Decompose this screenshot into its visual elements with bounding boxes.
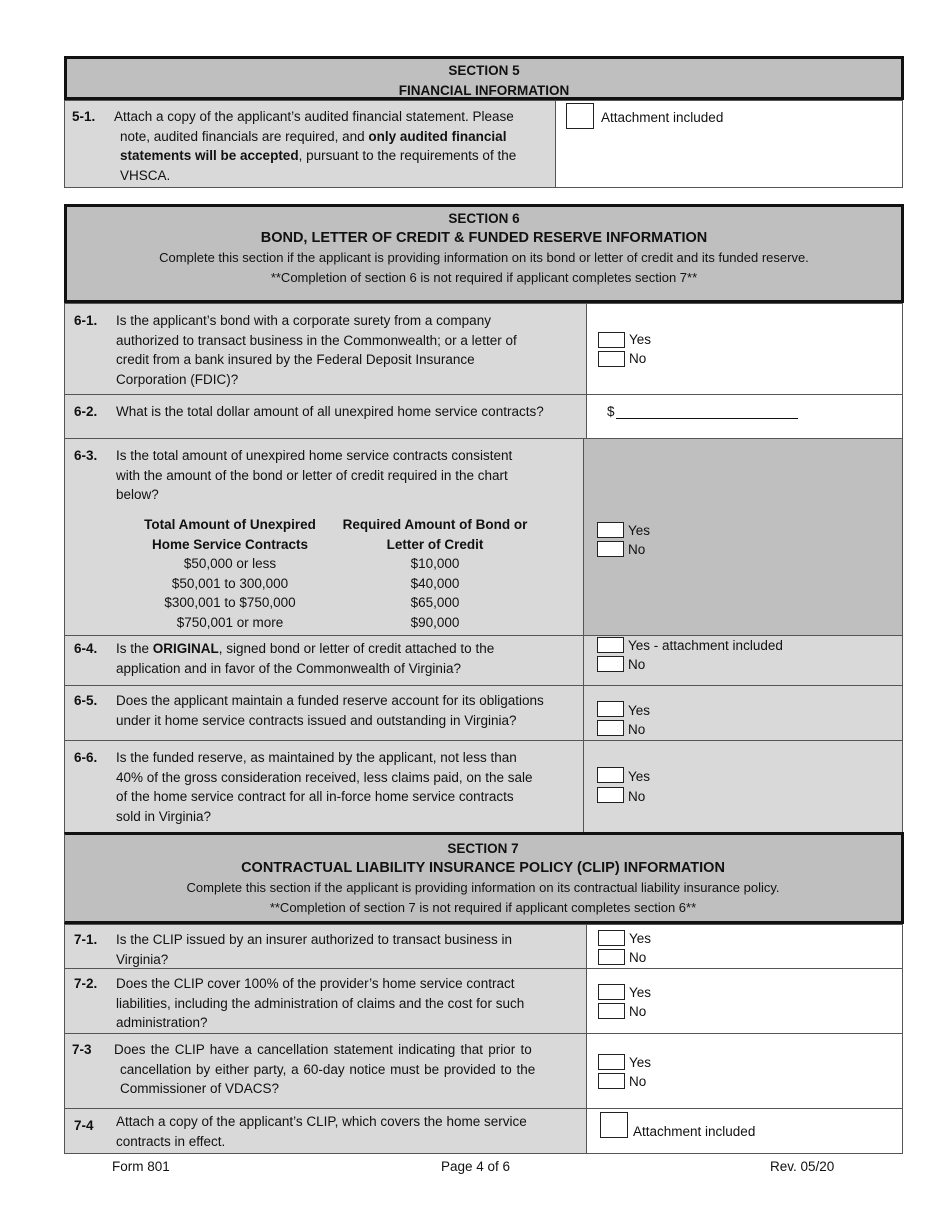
q7-1-yes-checkbox[interactable] xyxy=(598,930,625,946)
q6-1-number: 6-1. xyxy=(74,313,98,328)
q7-3-text xyxy=(114,1040,576,1099)
q6-1-no-label: No xyxy=(629,351,647,366)
q5-1-text xyxy=(114,107,550,185)
q6-5-line: under it home service contracts issued and outstanding in Virginia? xyxy=(116,712,517,728)
q6-3-chart-header: Home Service Contracts xyxy=(151,536,309,552)
q7-4-line: Attach a copy of the applicant’s CLIP, which covers the home service xyxy=(116,1114,527,1129)
q7-3-number: 7-3 xyxy=(72,1042,92,1057)
q6-4-yes-checkbox[interactable] xyxy=(597,637,624,653)
q6-3-line: Is the total amount of unexpired home service contracts consistent xyxy=(116,448,513,463)
q7-3-no-label: No xyxy=(629,1074,647,1089)
q6-3-no-checkbox[interactable] xyxy=(597,541,624,557)
q7-1-no-label: No xyxy=(629,950,647,965)
q6-6-no-label: No xyxy=(628,789,646,804)
q6-5-number: 6-5. xyxy=(74,693,98,708)
q6-6-yes-label: Yes xyxy=(628,769,651,784)
q6-2-text: What is the total dollar amount of all unexpired home service contracts? xyxy=(116,404,544,419)
section6-description: Complete this section if the applicant is providing information on its bond or letter of credit and its funded reserve. xyxy=(159,250,809,265)
q6-6-no-checkbox[interactable] xyxy=(597,787,624,803)
q6-4-text-bold: ORIGINAL xyxy=(152,641,219,656)
q6-6-line: sold in Virginia? xyxy=(116,808,212,824)
q7-4-attachment-label: Attachment included xyxy=(633,1124,756,1139)
q6-4-text-plain: , signed bond or letter of credit attached to the xyxy=(218,641,495,656)
q5-1-text-plain: , pursuant to the requirements of the xyxy=(298,148,517,163)
q6-4-no-label: No xyxy=(628,657,646,672)
footer-revision: Rev. 05/20 xyxy=(770,1159,835,1174)
q6-3-chart-col-contracts xyxy=(120,515,340,632)
q6-4-text-plain: Is the xyxy=(116,641,153,656)
q6-3-number: 6-3. xyxy=(74,448,98,463)
q7-2-text xyxy=(116,974,582,1033)
q7-1-line: Virginia? xyxy=(116,951,169,967)
q7-2-no-checkbox[interactable] xyxy=(598,1003,625,1019)
q6-3-line: with the amount of the bond or letter of credit required in the chart xyxy=(116,467,508,483)
q6-5-yes-checkbox[interactable] xyxy=(597,701,624,717)
q7-2-line: liabilities, including the administration of claims and the cost for such xyxy=(116,995,525,1011)
q6-3-chart-cell: $50,001 to 300,000 xyxy=(171,575,289,591)
section7-title: SECTION 7 xyxy=(447,841,519,856)
q6-3-chart-cell: $40,000 xyxy=(410,575,460,591)
q6-5-text xyxy=(116,691,578,730)
q5-1-number: 5-1. xyxy=(72,109,96,124)
q5-1-text-bold: only audited financial xyxy=(368,128,507,144)
q6-4-line: application and in favor of the Commonwealth of Virginia? xyxy=(116,660,461,676)
q6-4-no-checkbox[interactable] xyxy=(597,656,624,672)
q6-1-line: Is the applicant’s bond with a corporate surety from a company xyxy=(116,313,491,328)
q6-1-line: authorized to transact business in the Commonwealth; or a letter of xyxy=(116,332,517,348)
section7-note: **Completion of section 7 is not required if applicant completes section 6** xyxy=(269,899,697,915)
q6-3-chart-col-required xyxy=(324,515,546,632)
q7-2-yes-label: Yes xyxy=(629,985,652,1000)
q6-1-text xyxy=(116,311,576,389)
q6-1-no-checkbox[interactable] xyxy=(598,351,625,367)
section6-title: SECTION 6 xyxy=(448,211,520,226)
q6-3-text xyxy=(116,446,576,505)
q5-1-text-bold: statements will be accepted xyxy=(120,148,299,163)
q7-4-number: 7-4 xyxy=(74,1118,94,1133)
q5-1-line xyxy=(114,127,550,147)
q7-2-line: administration? xyxy=(116,1015,208,1030)
q7-3-line: Commissioner of VDACS? xyxy=(120,1081,280,1096)
q7-4-line: contracts in effect. xyxy=(116,1133,226,1149)
q6-3-chart-cell: $90,000 xyxy=(410,614,460,630)
q7-1-yes-label: Yes xyxy=(629,931,652,946)
q7-2-line: Does the CLIP cover 100% of the provider’s home service contract xyxy=(116,976,515,991)
q6-5-yes-label: Yes xyxy=(628,703,651,718)
q6-3-chart-header: Total Amount of Unexpired xyxy=(144,517,316,532)
q6-2-number: 6-2. xyxy=(74,404,98,419)
section6-note: **Completion of section 6 is not required if applicant completes section 7** xyxy=(270,269,698,285)
q5-1-line xyxy=(114,146,550,166)
section6-subtitle: BOND, LETTER OF CREDIT & FUNDED RESERVE INFORMATION xyxy=(260,229,708,246)
section5-subtitle: FINANCIAL INFORMATION xyxy=(398,82,570,98)
q7-3-yes-label: Yes xyxy=(629,1055,652,1070)
section5-title: SECTION 5 xyxy=(448,63,520,78)
q6-2-amount-input[interactable] xyxy=(616,405,798,419)
q6-6-yes-checkbox[interactable] xyxy=(597,767,624,783)
q6-6-line: Is the funded reserve, as maintained by the applicant, not less than xyxy=(116,750,517,765)
q6-3-yes-label: Yes xyxy=(628,523,651,538)
footer-page-number: Page 4 of 6 xyxy=(441,1159,511,1174)
q5-1-text-plain: note, audited financials are required, and xyxy=(120,128,369,144)
q6-6-number: 6-6. xyxy=(74,750,98,765)
q7-3-no-checkbox[interactable] xyxy=(598,1073,625,1089)
q6-5-no-checkbox[interactable] xyxy=(597,720,624,736)
q6-6-line: of the home service contract for all in-force home service contracts xyxy=(116,789,514,804)
q6-3-chart-cell: $65,000 xyxy=(410,595,460,610)
q6-3-chart-cell: $750,001 or more xyxy=(176,614,284,630)
q6-3-chart-cell: $10,000 xyxy=(410,556,460,571)
q5-1-line: Attach a copy of the applicant’s audited financial statement. Please xyxy=(114,109,514,124)
q6-3-no-label: No xyxy=(628,542,646,557)
q6-3-chart-cell: $300,001 to $750,000 xyxy=(164,595,296,610)
q6-5-line: Does the applicant maintain a funded reserve account for its obligations xyxy=(116,693,544,708)
q6-6-line: 40% of the gross consideration received, less claims paid, on the sale xyxy=(116,769,533,785)
q7-1-text xyxy=(116,930,578,969)
q5-1-attachment-label: Attachment included xyxy=(601,110,724,125)
q6-1-line: credit from a bank insured by the Federal Deposit Insurance xyxy=(116,352,475,367)
q7-3-yes-checkbox[interactable] xyxy=(598,1054,625,1070)
q7-1-number: 7-1. xyxy=(74,932,98,947)
q6-3-line: below? xyxy=(116,487,159,502)
q6-4-line xyxy=(116,639,576,659)
q5-1-attachment-checkbox[interactable] xyxy=(566,103,594,129)
section7-header xyxy=(64,832,904,924)
footer-form-number: Form 801 xyxy=(112,1159,170,1174)
section7-description: Complete this section if the applicant is providing information on its contractual liability insurance policy. xyxy=(186,880,780,895)
q6-1-line: Corporation (FDIC)? xyxy=(116,371,239,387)
q6-5-no-label: No xyxy=(628,722,646,737)
q7-2-no-label: No xyxy=(629,1004,647,1019)
q6-3-chart-header: Required Amount of Bond or xyxy=(342,517,528,532)
q6-1-yes-checkbox[interactable] xyxy=(598,332,625,348)
q5-1-line: VHSCA. xyxy=(120,167,171,183)
section7-subtitle: CONTRACTUAL LIABILITY INSURANCE POLICY (CLIP) INFORMATION xyxy=(241,859,725,876)
q7-3-line: Does the CLIP have a cancellation statement indicating that prior to xyxy=(114,1042,532,1057)
q7-1-line: Is the CLIP issued by an insurer authorized to transact business in xyxy=(116,932,512,947)
q6-6-text xyxy=(116,748,578,826)
q7-3-line: cancellation by either party, a 60-day notice must be provided to the xyxy=(120,1061,536,1077)
q6-4-number: 6-4. xyxy=(74,641,98,656)
q6-3-chart-cell: $50,000 or less xyxy=(183,556,277,571)
section5-header xyxy=(64,56,904,100)
q7-4-attachment-checkbox[interactable] xyxy=(600,1112,628,1138)
q7-2-yes-checkbox[interactable] xyxy=(598,984,625,1000)
q6-3-chart-header: Letter of Credit xyxy=(386,536,484,552)
q7-4-text xyxy=(116,1112,582,1151)
q6-1-yes-label: Yes xyxy=(629,332,652,347)
q6-4-yes-label: Yes - attachment included xyxy=(628,638,783,653)
q7-1-no-checkbox[interactable] xyxy=(598,949,625,965)
q7-2-number: 7-2. xyxy=(74,976,98,991)
q6-4-text xyxy=(116,639,576,678)
section6-header xyxy=(64,204,904,303)
q6-3-yes-checkbox[interactable] xyxy=(597,522,624,538)
q6-2-dollar-sign: $ xyxy=(607,404,615,419)
